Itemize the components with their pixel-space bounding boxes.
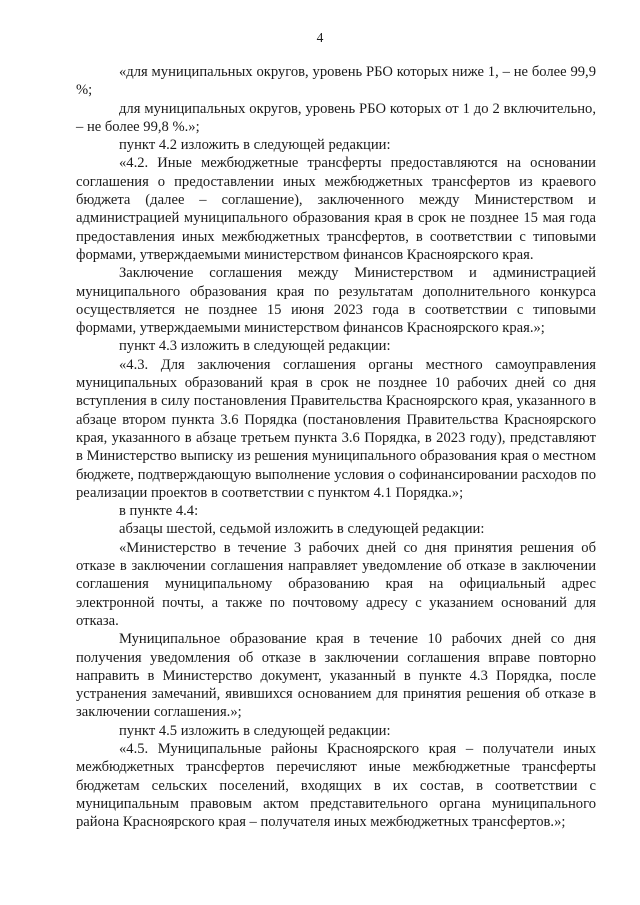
- document-body: [76, 63, 596, 831]
- paragraph-10: «Министерство в течение 3 рабочих дней со дня принятия решения об отказе в заключении соглашения направляет уведомление об отказе в заключении соглашения муниципальному образованию края на официальный адрес электронной почты, а также по почтовому адресу с указанием оснований для отказа.: [76, 539, 596, 629]
- paragraph-3: пункт 4.2 изложить в следующей редакции:: [119, 137, 391, 154]
- paragraph-8: в пункте 4.4:: [119, 503, 199, 520]
- paragraph-13: «4.5. Муниципальные районы Красноярского края – получатели иных межбюджетных трансфертов перечисляют иные межбюджетные трансферты бюджетам сельских поселений, входящих в их состав, в соответствии с муниципальным правовым актом представительного органа муниципального района Красноярского края – получателя иных межбюджетных трансфертов.»;: [76, 740, 596, 831]
- page-number: 4: [316, 30, 324, 45]
- paragraph-6: пункт 4.3 изложить в следующей редакции:: [119, 338, 391, 355]
- paragraph-1: «для муниципальных округов, уровень РБО которых ниже 1, – не более 99,9 %;: [76, 64, 596, 99]
- paragraph-11: Муниципальное образование края в течение 10 рабочих дней со дня получения уведомления об отказе в заключении соглашения вправе повторно направить в Министерство документ, указанный в пункте 4.3 Порядка, после устранения замечаний, явившихся основанием для принятия решения об отказе в заключении соглашения.»;: [76, 631, 596, 721]
- paragraph-12: пункт 4.5 изложить в следующей редакции:: [119, 722, 391, 739]
- paragraph-7: «4.3. Для заключения соглашения органы местного самоуправления муниципальных образований края в срок не позднее 10 рабочих дней со дня вступления в силу постановления Правительства Красноярского края, указанного в абзаце втором пункта 3.6 Порядка (постановления Правительства Красноярского края, указанного в абзаце третьем пункта 3.6 Порядка, в 2023 году), представляют в Министерство выписку из решения муниципального образования края о местном бюджете, подтверждающую выполнение условия о софинансировании расходов по реализации проектов в соответствии с пунктом 4.1 Порядка.»;: [76, 356, 596, 501]
- paragraph-5: Заключение соглашения между Министерством и администрацией муниципального образования края по результатам дополнительного конкурса осуществляется не позднее 15 июня 2023 года в соответствии с типовыми формами, утверждаемыми министерством финансов Красноярского края.»;: [76, 265, 596, 337]
- paragraph-9: абзацы шестой, седьмой изложить в следующей редакции:: [119, 521, 485, 538]
- paragraph-4: «4.2. Иные межбюджетные трансферты предоставляются на основании соглашения о предоставлении иных межбюджетных трансфертов из краевого бюджета (далее – соглашение), заключенного между Министерством и администрацией муниципального образования края в срок не позднее 15 мая года предоставления иных межбюджетных трансфертов, в соответствии с типовыми формами, утверждаемыми министерством финансов Красноярского края.: [76, 155, 596, 263]
- paragraph-2: для муниципальных округов, уровень РБО которых от 1 до 2 включительно, – не более 99,8 %.»;: [76, 100, 596, 135]
